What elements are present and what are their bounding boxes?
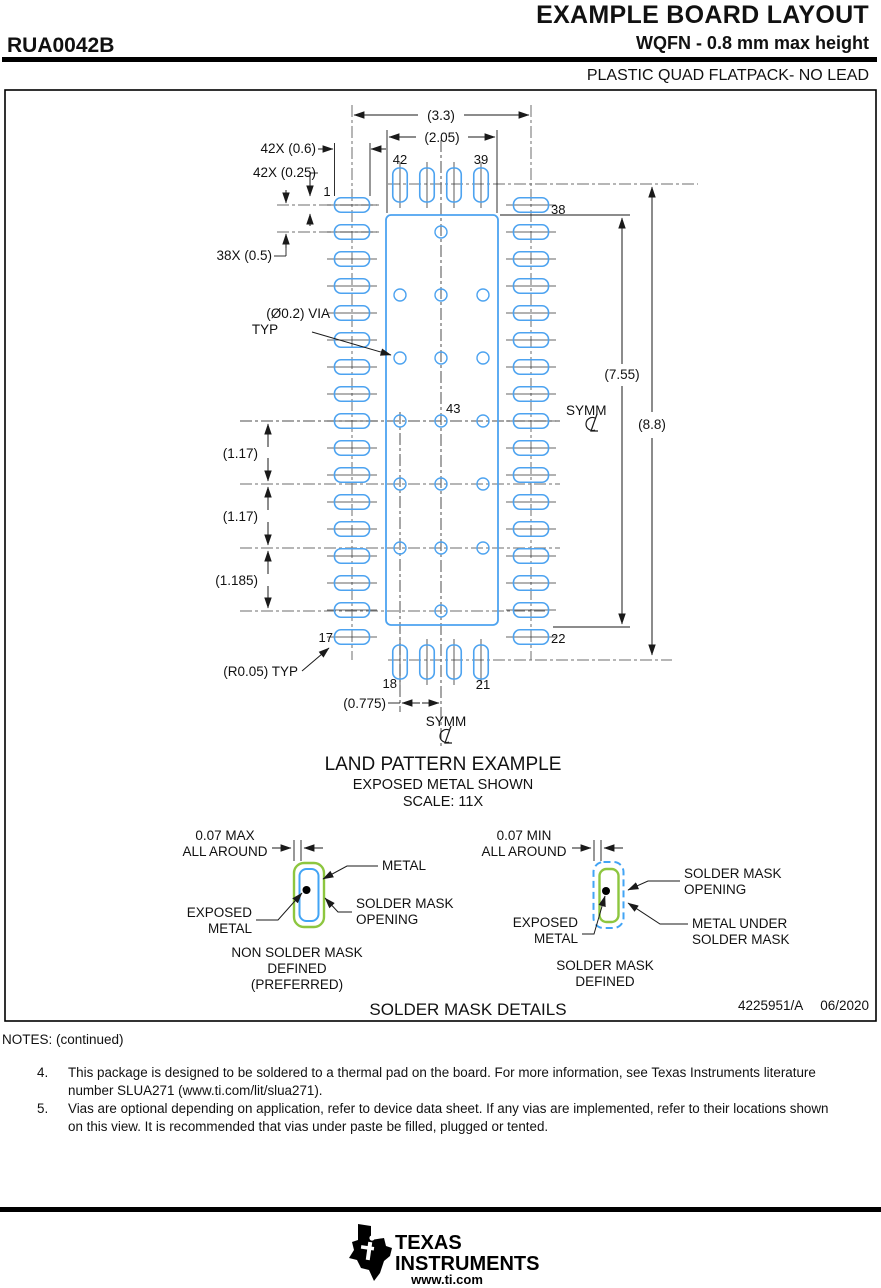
pin-43-label: 43 xyxy=(446,401,461,416)
brand-texas: TEXAS xyxy=(395,1232,462,1254)
nsmd-caption3: (PREFERRED) xyxy=(250,977,344,992)
caption-line2: EXPOSED METAL SHOWN xyxy=(352,777,534,793)
land-pattern-caption xyxy=(325,754,562,810)
nsmd-metal-label: METAL xyxy=(382,858,427,873)
note-5-line2: on this view. It is recommended that vias under paste be filled, plugged or tented. xyxy=(68,1119,549,1134)
symm-label-right: SYMM xyxy=(566,403,607,418)
dim-7-55: (7.55) xyxy=(604,367,640,382)
pin-21-label: 21 xyxy=(475,677,491,692)
via-label-1: (Ø0.2) VIA xyxy=(266,306,330,321)
smd-opening-label2: OPENING xyxy=(684,882,747,897)
note-4-line1: This package is designed to be soldered to a thermal pad on the board. For more information, see Texas Instruments literature xyxy=(68,1065,816,1080)
pin-1-label: 1 xyxy=(323,184,331,199)
nsmd-caption2: DEFINED xyxy=(267,961,327,976)
footer-rule xyxy=(0,1207,881,1212)
package-code: RUA0042B xyxy=(7,34,115,57)
dim-1-185: (1.185) xyxy=(215,573,258,588)
pin-18-label: 18 xyxy=(382,676,397,691)
package-height: WQFN - 0.8 mm max height xyxy=(635,33,869,53)
ti-logo xyxy=(340,1218,560,1288)
page-title: EXAMPLE BOARD LAYOUT xyxy=(536,1,869,29)
package-type: PLASTIC QUAD FLATPACK- NO LEAD xyxy=(586,67,869,84)
smd-caption2: DEFINED xyxy=(575,974,635,989)
via xyxy=(477,289,489,301)
smd-exposed-label1: EXPOSED xyxy=(512,915,578,930)
nsmd-exposed-label2: METAL xyxy=(207,921,252,936)
dim-8-8: (8.8) xyxy=(638,417,666,432)
caption-line3: SCALE: 11X xyxy=(402,794,484,810)
note-5-line1: Vias are optional depending on application, refer to device data sheet. If any vias are implemented, refer to their locations shown xyxy=(68,1101,829,1116)
ti-url: www.ti.com xyxy=(411,1272,483,1287)
pin-39-label: 39 xyxy=(473,152,489,167)
dim-38x-0-5: 38X (0.5) xyxy=(216,248,272,263)
dim-r0-05: (R0.05) TYP xyxy=(223,664,298,679)
dim-42x-0-6: 42X (0.6) xyxy=(260,141,316,156)
nsmd-detail xyxy=(182,828,453,992)
pin-42-label: 42 xyxy=(392,152,408,167)
header-rule xyxy=(2,57,877,62)
pin-22-label: 22 xyxy=(551,631,566,646)
pin-38-label: 38 xyxy=(551,202,566,217)
exposed-metal-dot xyxy=(602,887,610,895)
dim-2-05: (2.05) xyxy=(424,130,460,145)
centerlines xyxy=(240,105,698,748)
nsmd-dim-line1: 0.07 MAX xyxy=(195,828,255,843)
dim-3-3: (3.3) xyxy=(427,108,455,123)
note-4-number: 4. xyxy=(37,1065,49,1080)
centerline-symbols xyxy=(440,414,598,743)
smd-under-label2: SOLDER MASK xyxy=(692,932,790,947)
nsmd-caption1: NON SOLDER MASK xyxy=(231,945,363,960)
smd-dim-line1: 0.07 MIN xyxy=(496,828,552,843)
smd-under-label1: METAL UNDER xyxy=(692,916,788,931)
ti-letter-dot xyxy=(369,1235,374,1240)
smd-caption1: SOLDER MASK xyxy=(556,958,654,973)
nsmd-opening-label1: SOLDER MASK xyxy=(356,896,454,911)
exposed-metal-dot xyxy=(303,886,311,894)
doc-date: 06/2020 xyxy=(820,998,869,1013)
smd-exposed-label2: METAL xyxy=(533,931,578,946)
smd-opening-label1: SOLDER MASK xyxy=(684,866,782,881)
note-4-line2: number SLUA271 (www.ti.com/lit/slua271). xyxy=(68,1083,323,1098)
dim-0-775: (0.775) xyxy=(343,696,386,711)
via-label-2: TYP xyxy=(251,322,279,337)
solder-mask-details-caption: SOLDER MASK DETAILS xyxy=(369,1000,567,1019)
via xyxy=(394,289,406,301)
symm-label-bottom: SYMM xyxy=(425,714,467,729)
metal-shape xyxy=(300,869,319,921)
brand-instruments: INSTRUMENTS xyxy=(395,1253,540,1275)
dim-1-17-a: (1.17) xyxy=(222,446,258,461)
via xyxy=(477,352,489,364)
dim-1-17-b: (1.17) xyxy=(222,509,258,524)
pin-17-label: 17 xyxy=(318,630,333,645)
caption-line1: LAND PATTERN EXAMPLE xyxy=(324,754,562,775)
smd-detail xyxy=(481,828,789,989)
doc-number: 4225951/A xyxy=(738,998,804,1013)
nsmd-exposed-label1: EXPOSED xyxy=(186,905,252,920)
dim-42x-0-25: 42X (0.25) xyxy=(252,165,316,180)
thermal-pad xyxy=(386,215,498,625)
mask-opening-shape xyxy=(600,869,619,922)
smd-dim-line2: ALL AROUND xyxy=(481,844,567,859)
note-5-number: 5. xyxy=(37,1101,49,1116)
via xyxy=(394,352,406,364)
nsmd-dim-line2: ALL AROUND xyxy=(182,844,268,859)
notes-heading: NOTES: (continued) xyxy=(2,1032,124,1047)
nsmd-opening-label2: OPENING xyxy=(356,912,419,927)
